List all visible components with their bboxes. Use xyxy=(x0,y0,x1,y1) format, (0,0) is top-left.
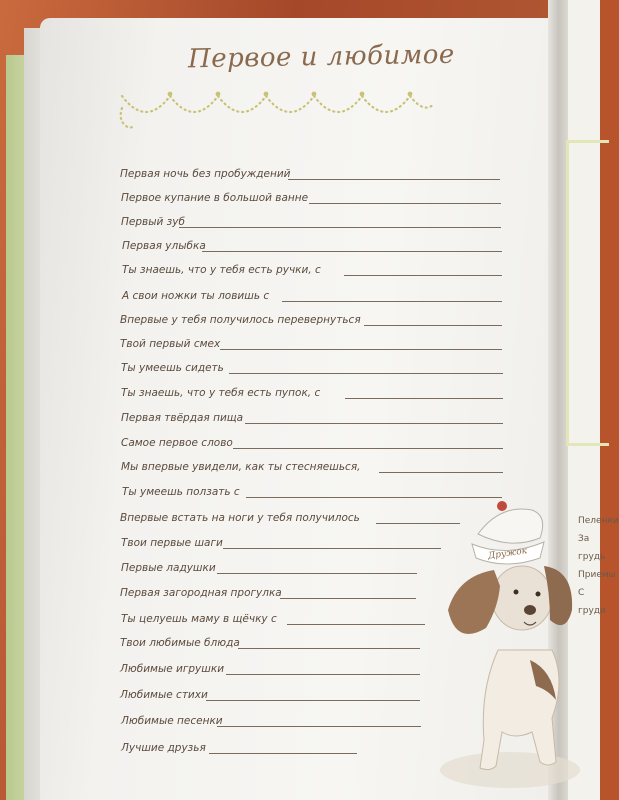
row-label: Любимые стихи xyxy=(120,689,208,701)
fill-line xyxy=(238,648,420,649)
row-label: Впервые у тебя получилось перевернуться xyxy=(120,314,361,326)
row-label: Первое купание в большой ванне xyxy=(121,192,309,204)
fill-line xyxy=(217,573,417,574)
list-item xyxy=(121,429,503,451)
fill-line xyxy=(217,726,421,727)
list-item xyxy=(122,478,502,500)
list-item xyxy=(121,208,501,230)
right-page-line: Пеленки xyxy=(578,516,619,526)
list-item xyxy=(122,282,502,304)
row-label: Твой первый смех xyxy=(120,338,221,350)
row-label: Твои любимые блюда xyxy=(120,637,240,649)
fill-line xyxy=(209,753,357,754)
page-title: Первое и любимое xyxy=(187,39,456,75)
fill-line xyxy=(233,448,503,449)
fill-line xyxy=(309,203,501,204)
list-item xyxy=(120,681,420,703)
puppy-head xyxy=(448,566,572,634)
fill-line xyxy=(288,179,500,180)
list-item xyxy=(121,404,503,426)
fill-line xyxy=(245,423,503,424)
row-label: Первая ночь без пробуждений xyxy=(120,168,291,180)
sailor-hat xyxy=(472,501,544,564)
list-item xyxy=(122,256,502,278)
right-page-line: За грудь xyxy=(578,534,606,562)
list-item xyxy=(120,504,460,526)
row-label: Первая загородная прогулка xyxy=(120,587,282,599)
row-label: Лучшие друзья xyxy=(121,742,206,754)
row-label: Самое первое слово xyxy=(121,437,233,449)
garland-decoration xyxy=(118,74,438,134)
fill-line xyxy=(345,398,503,399)
hat-label: Дружок xyxy=(487,546,528,562)
row-label: Впервые встать на ноги у тебя получилось xyxy=(120,512,360,524)
fill-line xyxy=(364,325,502,326)
fill-line xyxy=(226,674,420,675)
list-item xyxy=(120,579,416,601)
row-label: Твои первые шаги xyxy=(121,537,223,549)
puppy-illustration xyxy=(440,500,580,790)
list-item xyxy=(121,184,501,206)
fill-line xyxy=(282,301,502,302)
list-item xyxy=(121,453,503,475)
row-label: Первые ладушки xyxy=(121,562,216,574)
fill-line xyxy=(246,497,502,498)
list-item xyxy=(120,629,420,651)
row-label: А свои ножки ты ловишь с xyxy=(122,290,270,302)
list-item xyxy=(120,655,420,677)
list-item xyxy=(120,330,502,352)
right-page-text xyxy=(578,512,619,620)
puppy-body xyxy=(480,650,559,770)
row-label: Первый зуб xyxy=(121,216,185,228)
row-label: Любимые песенки xyxy=(121,715,223,727)
fill-line xyxy=(229,373,503,374)
fill-line xyxy=(206,700,420,701)
fill-line xyxy=(379,472,503,473)
list-item xyxy=(121,605,425,627)
list-item xyxy=(120,160,500,182)
row-label: Мы впервые увидели, как ты стесняешься, xyxy=(121,461,361,473)
right-page-line: С груди xyxy=(578,588,606,616)
list-item xyxy=(121,707,421,729)
list-item xyxy=(121,354,503,376)
list-item xyxy=(120,306,502,328)
row-label: Первая твёрдая пища xyxy=(121,412,244,424)
fill-line xyxy=(220,349,502,350)
fill-line xyxy=(223,548,441,549)
list-item xyxy=(121,734,357,756)
fill-line xyxy=(287,624,425,625)
fill-line xyxy=(202,251,502,252)
right-page-line: Приемы xyxy=(578,570,616,580)
list-item xyxy=(121,554,417,576)
fill-line xyxy=(344,275,502,276)
row-label: Любимые игрушки xyxy=(120,663,225,675)
row-label: Первая улыбка xyxy=(122,240,206,252)
right-page-frame xyxy=(566,140,609,446)
list-item xyxy=(122,232,502,254)
row-label: Ты умеешь ползать с xyxy=(122,486,240,498)
row-label: Ты знаешь, что у тебя есть ручки, с xyxy=(122,264,321,276)
fill-line xyxy=(280,598,416,599)
list-item xyxy=(121,529,441,551)
row-label: Ты умеешь сидеть xyxy=(121,362,224,374)
row-label: Ты знаешь, что у тебя есть пупок, с xyxy=(121,387,321,399)
fill-line xyxy=(179,227,501,228)
list-item xyxy=(121,379,503,401)
row-label: Ты целуешь маму в щёчку с xyxy=(121,613,277,625)
